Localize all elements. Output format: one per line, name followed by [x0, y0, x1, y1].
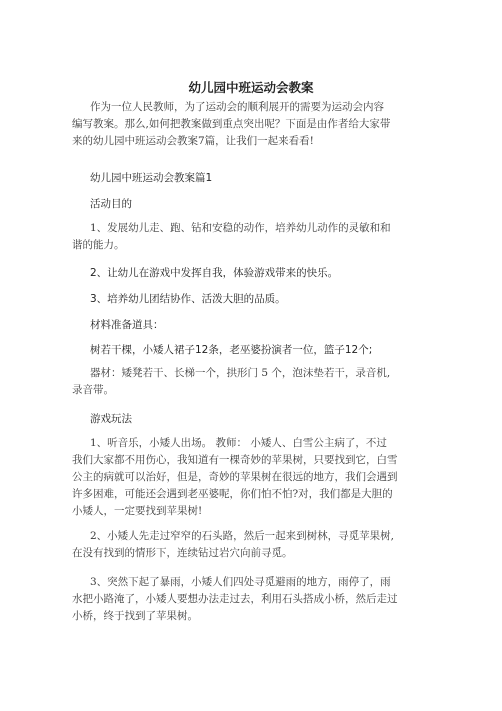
play-heading: 游戏玩法 — [90, 413, 132, 425]
play-paragraph: 3、突然下起了暴雨，小矮人们四处寻觅避雨的地方，雨停了，雨 水把小路淹了，小矮人要想办法走过去，利用石头搭成小桥，然后走过 小桥，终于找到了苹果树。 — [72, 576, 398, 622]
intro-paragraph — [72, 99, 444, 150]
materials-heading: 材料准备道具： — [90, 319, 164, 331]
intro-line: 来的幼儿园中班运动会教案7篇，让我们一起来看看! — [72, 135, 314, 147]
play-paragraph: 1、听音乐，小矮人出场。 教师： 小矮人、白雪公主病了，不过 我们大家都不用伤心，我知道有一棵奇妙的苹果树，只要找到它，白雪 公主的病就可以治好，但是，奇妙的苹果树在很远的地方，我们会遇到 许多困难，可能还会遇到老巫婆呢，你们怕不怕?对，我们都是大胆的 小矮人，一定要找到苹果树! — [72, 437, 398, 517]
intro-line: 作为一位人民教师，为了运动会的顺利展开的需要为运动会内容 — [90, 101, 384, 113]
play-paragraph: 2、小矮人先走过窄窄的石头路，然后一起来到树林，寻觅苹果树, 在没有找到的情形下，连续钻过岩穴向前寻觅。 — [72, 530, 395, 559]
section-title: 幼儿园中班运动会教案篇1 — [90, 172, 213, 184]
document-title: 幼儿园中班运动会教案 — [188, 80, 314, 95]
goal-item: 3、培养幼儿团结协作、活泼大胆的品质。 — [90, 293, 286, 305]
goal-heading: 活动目的 — [90, 198, 132, 210]
materials-item: 树若干棵，小矮人裙子12条，老巫婆扮演者一位，篮子12个; — [90, 344, 373, 356]
goal-item: 2、让幼儿在游戏中发挥自我，体验游戏带来的快乐。 — [90, 267, 339, 279]
goal-item: 1、发展幼儿走、跑、钻和安稳的动作，培养幼儿动作的灵敏和和 谐的能力。 — [72, 222, 391, 251]
materials-item: 器材：矮凳若干、长梯一个，拱形门 5 个，泡沫垫若干，录音机, 录音带。 — [72, 367, 391, 396]
intro-line: 编写教案。那么,如何把教案做到重点突出呢？下面是由作者给大家带 — [72, 118, 391, 130]
